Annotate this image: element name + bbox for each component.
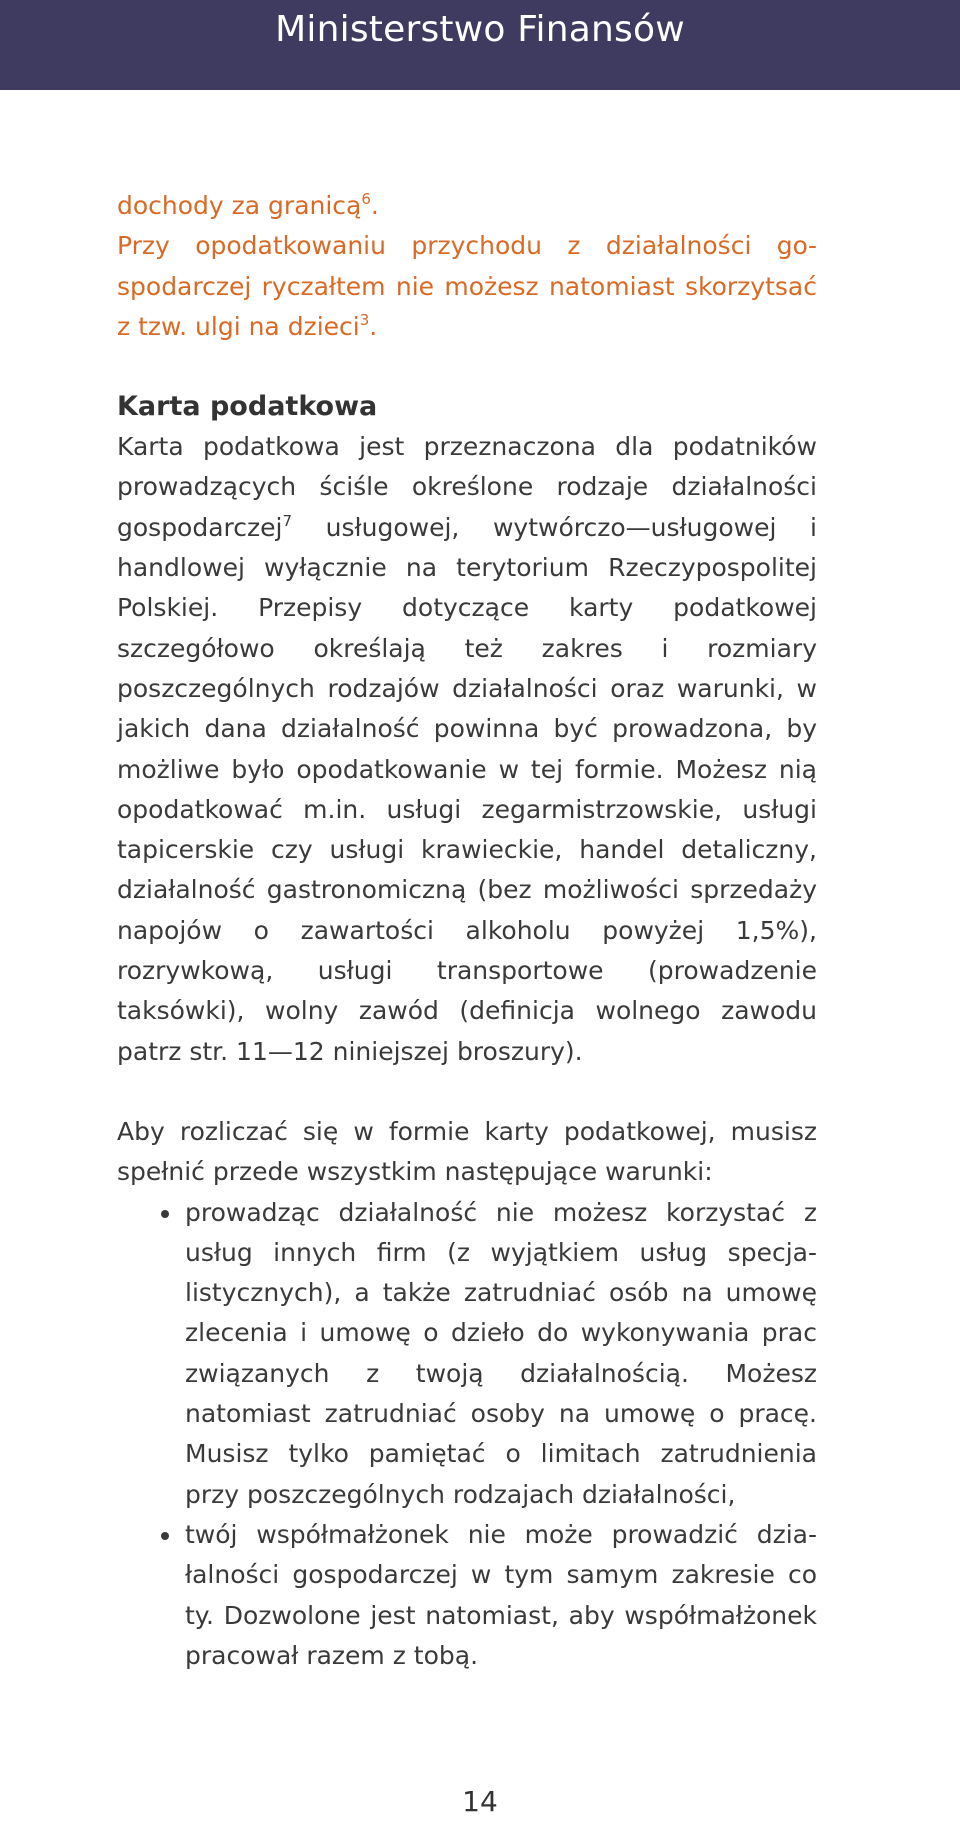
footnote-ref-6: 6 (361, 190, 371, 208)
spacer (117, 1072, 817, 1112)
bullet-icon (161, 1210, 169, 1218)
intro-paragraph (117, 226, 817, 347)
section-paragraph-2: Aby rozliczać się w formie karty podatkowej, musisz spełnić przede wszystkim następujące warunki: (117, 1116, 817, 1187)
section-paragraph-1 (117, 427, 817, 1072)
footnote-ref-7: 7 (282, 511, 293, 530)
page-header (0, 0, 960, 90)
conditions-list (117, 1193, 817, 1677)
spacer (117, 347, 817, 387)
list-item (185, 1515, 817, 1676)
list-item-text: prowadząc działalność nie możesz korzystać z usług innych firm (z wyjątkiem usług specjalistycznych), a także zatrudniać osób na umowę zlecenia i umowę o dzieło do wykonywania prac związanych z twoją działalnością. Możesz natomiast zatrudniać osoby na umowę o pracę. Musisz tylko pamiętać o limitach zatrudnienia przy poszczególnych rodzajach działalności, (185, 1197, 817, 1509)
list-item-text: twój współmałżonek nie może prowadzić działalności gospodarczej w tym samym zakresie co ty. Dozwolone jest natomiast, aby współmałżonek pracował razem z tobą. (185, 1519, 817, 1670)
paragraph-1-text-b: usługowej, wytwórczo—usługowej i handlowej wyłącznie na terytorium Rzeczypospolitej Polskiej. Przepisy dotyczące karty podatkowej szczegółowo określają też zakres i rozmiary poszczególnych rodzajów działalności oraz warunki, w jakich dana działalność powinna być prowadzona, by możliwe było opodatkowanie w tej formie. Możesz nią opodatkować m.in. usługi zegarmistrzowskie, usługi tapicerskie czy usługi krawieckie, handel detaliczny, działalność gastronomiczną (bez możliwości sprzedaży napojów o zawartości alkoholu powyżej 1,5%), rozrywkową, usługi transportowe (prowadzenie taksówki), wolny zawód (definicja wolnego zawodu patrz str. 11—12 niniejszej broszury). (117, 512, 817, 1066)
bullet-icon (161, 1532, 169, 1540)
intro-line-end: . (370, 191, 379, 220)
intro-paragraph-end: . (369, 311, 378, 341)
intro-line (117, 186, 817, 226)
section-heading: Karta podatkowa (117, 391, 378, 423)
page-content (117, 186, 817, 1676)
intro-line-text: dochody za granicą (117, 191, 362, 220)
publisher-title: Ministerstwo Finansów (275, 9, 685, 50)
page-number: 14 (462, 1785, 498, 1818)
list-item (185, 1193, 817, 1515)
footnote-ref-3: 3 (359, 310, 370, 329)
paragraph-1-text-a: Karta podatkowa jest przeznaczona dla podatników prowadzących ściśle określone rodzaje działalności gospodarczej (117, 432, 817, 542)
intro-paragraph-text: Przy opodatkowaniu przychodu z działalności gospodarczej ryczałtem nie możesz natomiast skorzytsać z tzw. ulgi na dzieci (117, 231, 817, 341)
